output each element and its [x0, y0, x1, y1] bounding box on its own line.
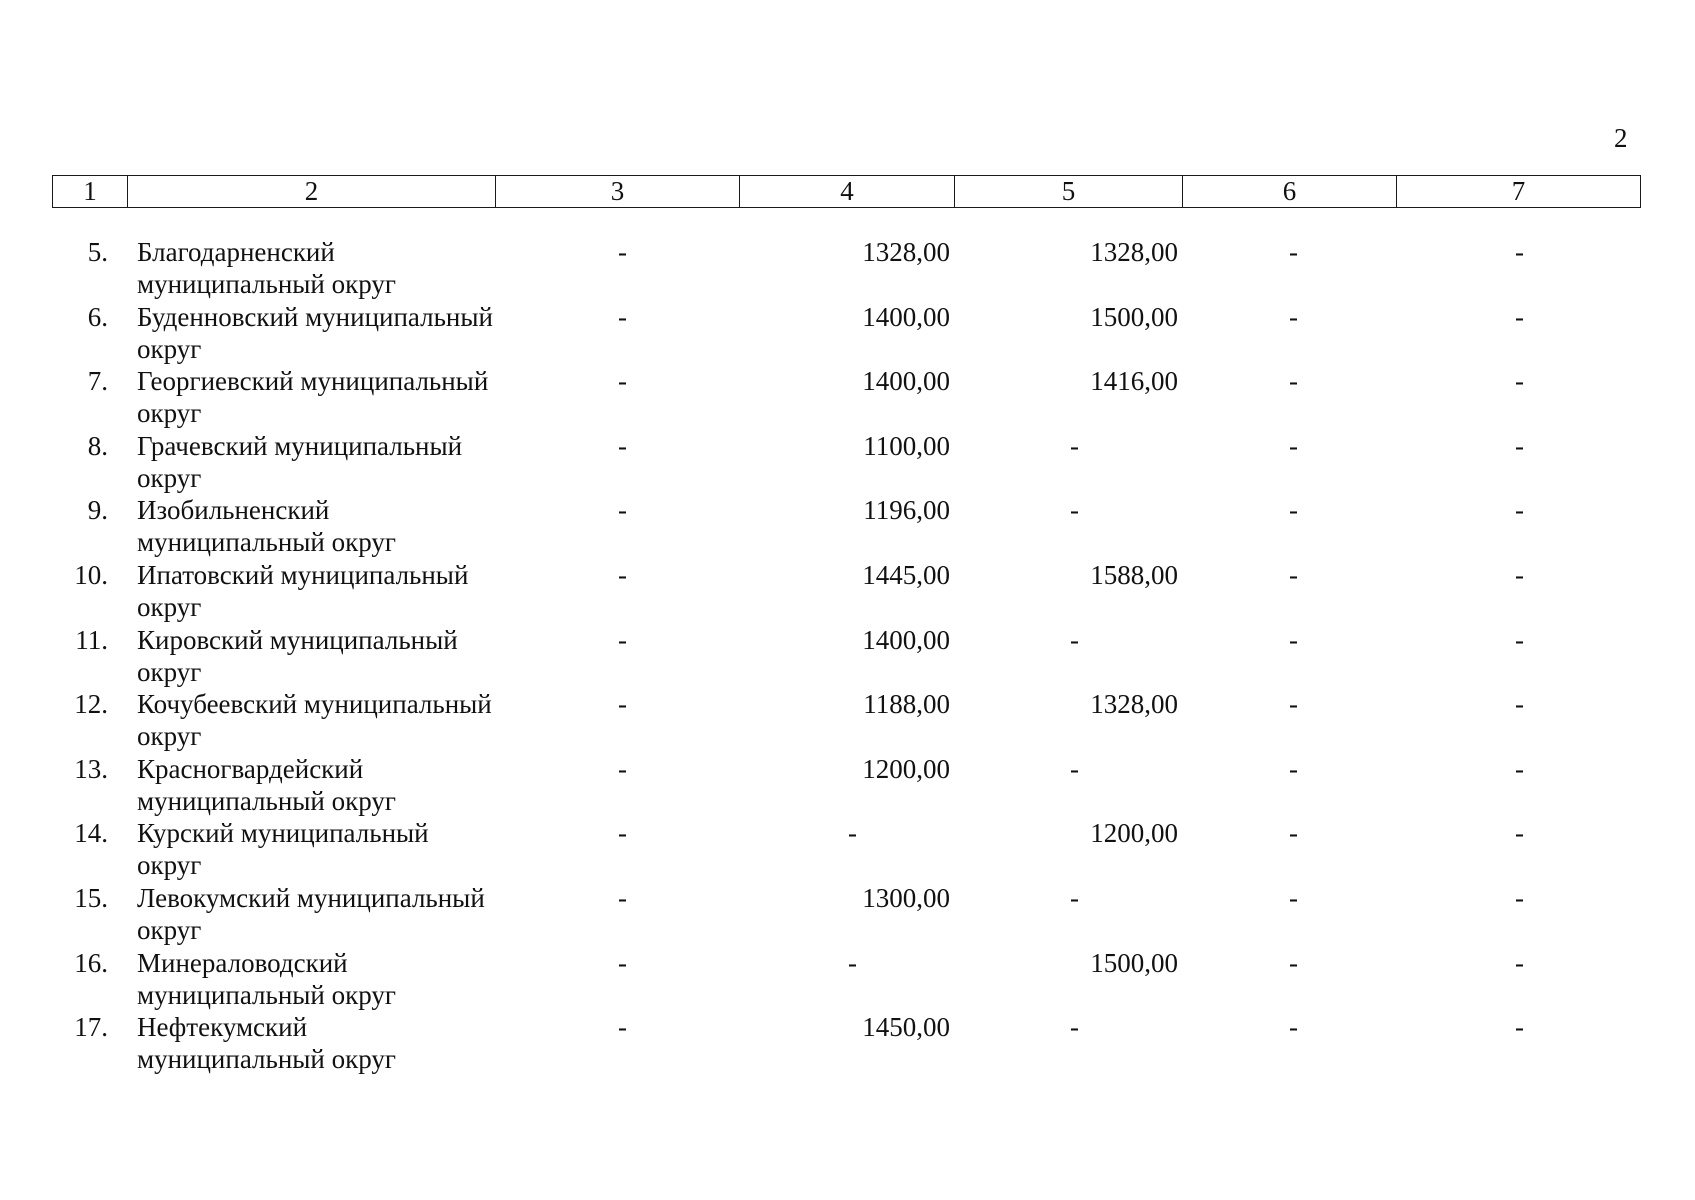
cell-col-7: - — [1515, 366, 1524, 397]
cell-col-3: - — [618, 301, 627, 332]
cell-col-6: - — [1289, 947, 1298, 978]
cell-col-3: - — [618, 818, 627, 849]
row-number: 15. — [74, 882, 108, 913]
row-number: 10. — [74, 559, 108, 590]
cell-col-6: - — [1289, 301, 1298, 332]
row-number: 6. — [87, 301, 108, 332]
municipality-name: Ипатовский муниципальный округ — [137, 559, 469, 622]
municipality-name: Левокумский муниципальный округ — [137, 882, 485, 945]
cell-col-7: - — [1515, 689, 1524, 720]
cell-col-7: - — [1515, 495, 1524, 526]
cell-col-6: - — [1289, 366, 1298, 397]
cell-col-5: - — [1070, 882, 1079, 913]
cell-col-6: - — [1289, 689, 1298, 720]
cell-col-5: - — [1070, 495, 1079, 526]
cell-col-7: - — [1515, 624, 1524, 655]
cell-col-7: - — [1515, 237, 1524, 267]
header-cell-4: 4 — [740, 176, 955, 208]
row-number: 8. — [87, 430, 108, 461]
cell-col-7: - — [1515, 882, 1524, 913]
table-row — [0, 494, 1695, 559]
row-number: 11. — [75, 624, 108, 655]
table-row — [0, 753, 1695, 818]
municipality-name: Нефтекумский муниципальный округ — [137, 1012, 396, 1075]
municipality-name: Минераловодский муниципальный округ — [137, 947, 396, 1010]
cell-col-6: - — [1289, 882, 1298, 913]
cell-col-7: - — [1515, 818, 1524, 849]
header-cell-7: 7 — [1397, 176, 1641, 208]
cell-col-4: 1400,00 — [862, 624, 950, 655]
cell-col-3: - — [618, 559, 627, 590]
table-row — [0, 301, 1695, 366]
table-row — [0, 882, 1695, 947]
municipality-name: Буденновский муниципальный округ — [137, 301, 493, 364]
table-row — [0, 236, 1695, 301]
cell-col-4: 1188,00 — [863, 689, 950, 720]
table-row — [0, 365, 1695, 430]
cell-col-3: - — [618, 366, 627, 397]
data-rows — [0, 236, 1695, 1076]
cell-col-4: 1196,00 — [863, 495, 950, 526]
municipality-name: Курский муниципальный округ — [137, 818, 429, 881]
cell-col-3: - — [618, 495, 627, 526]
cell-col-3: - — [618, 947, 627, 978]
cell-col-7: - — [1515, 301, 1524, 332]
cell-col-6: - — [1289, 237, 1298, 267]
cell-col-5: 1500,00 — [1090, 301, 1178, 332]
table-row — [0, 947, 1695, 1012]
cell-col-4: 1200,00 — [862, 753, 950, 784]
row-number: 7. — [87, 366, 108, 397]
cell-col-6: - — [1289, 430, 1298, 461]
cell-col-5: 1500,00 — [1090, 947, 1178, 978]
cell-col-7: - — [1515, 559, 1524, 590]
column-number-header — [52, 175, 1641, 208]
cell-col-6: - — [1289, 818, 1298, 849]
cell-col-5: 1328,00 — [1090, 237, 1178, 267]
municipality-name: Благодарненский муниципальный округ — [137, 237, 396, 299]
table-row — [0, 559, 1695, 624]
row-number: 13. — [74, 753, 108, 784]
cell-col-3: - — [618, 689, 627, 720]
cell-col-5: - — [1070, 753, 1079, 784]
header-cell-3: 3 — [496, 176, 740, 208]
municipality-name: Георгиевский муниципальный округ — [137, 366, 489, 429]
header-cell-1: 1 — [53, 176, 128, 208]
row-number: 14. — [74, 818, 108, 849]
table-row — [0, 817, 1695, 882]
cell-col-4: 1445,00 — [862, 559, 950, 590]
cell-col-7: - — [1515, 1012, 1524, 1043]
cell-col-7: - — [1515, 430, 1524, 461]
municipality-name: Кочубеевский муниципальный округ — [137, 689, 492, 752]
header-cell-5: 5 — [955, 176, 1183, 208]
row-number: 5. — [87, 237, 108, 267]
cell-col-4: 1400,00 — [862, 301, 950, 332]
cell-col-4: - — [848, 818, 857, 849]
municipality-name: Изобильненский муниципальный округ — [137, 495, 396, 558]
cell-col-7: - — [1515, 753, 1524, 784]
cell-col-4: 1100,00 — [863, 430, 950, 461]
cell-col-4: 1328,00 — [862, 237, 950, 267]
cell-col-4: 1400,00 — [862, 366, 950, 397]
cell-col-3: - — [618, 430, 627, 461]
cell-col-5: - — [1070, 1012, 1079, 1043]
cell-col-5: 1416,00 — [1090, 366, 1178, 397]
cell-col-3: - — [618, 624, 627, 655]
cell-col-6: - — [1289, 624, 1298, 655]
cell-col-3: - — [618, 753, 627, 784]
table-row — [0, 430, 1695, 495]
cell-col-4: 1300,00 — [862, 882, 950, 913]
municipality-name: Грачевский муниципальный округ — [137, 430, 463, 493]
cell-col-6: - — [1289, 559, 1298, 590]
cell-col-5: - — [1070, 430, 1079, 461]
cell-col-3: - — [618, 237, 627, 267]
cell-col-5: 1200,00 — [1090, 818, 1178, 849]
cell-col-5: 1328,00 — [1090, 689, 1178, 720]
cell-col-3: - — [618, 882, 627, 913]
page-number: 2 — [1614, 123, 1628, 153]
cell-col-6: - — [1289, 495, 1298, 526]
row-number: 16. — [74, 947, 108, 978]
cell-col-5: - — [1070, 624, 1079, 655]
table-row — [0, 688, 1695, 753]
cell-col-5: 1588,00 — [1090, 559, 1178, 590]
municipality-name: Кировский муниципальный округ — [137, 624, 458, 687]
header-cell-2: 2 — [128, 176, 496, 208]
municipality-name: Красногвардейский муниципальный округ — [137, 753, 396, 816]
cell-col-4: 1450,00 — [862, 1012, 950, 1043]
table-row — [0, 624, 1695, 689]
cell-col-3: - — [618, 1012, 627, 1043]
cell-col-6: - — [1289, 1012, 1298, 1043]
cell-col-6: - — [1289, 753, 1298, 784]
cell-col-4: - — [848, 947, 857, 978]
row-number: 17. — [74, 1012, 108, 1043]
cell-col-7: - — [1515, 947, 1524, 978]
table-row — [0, 1011, 1695, 1076]
row-number: 12. — [74, 689, 108, 720]
row-number: 9. — [87, 495, 108, 526]
header-cell-6: 6 — [1183, 176, 1397, 208]
header-row — [53, 176, 1641, 208]
